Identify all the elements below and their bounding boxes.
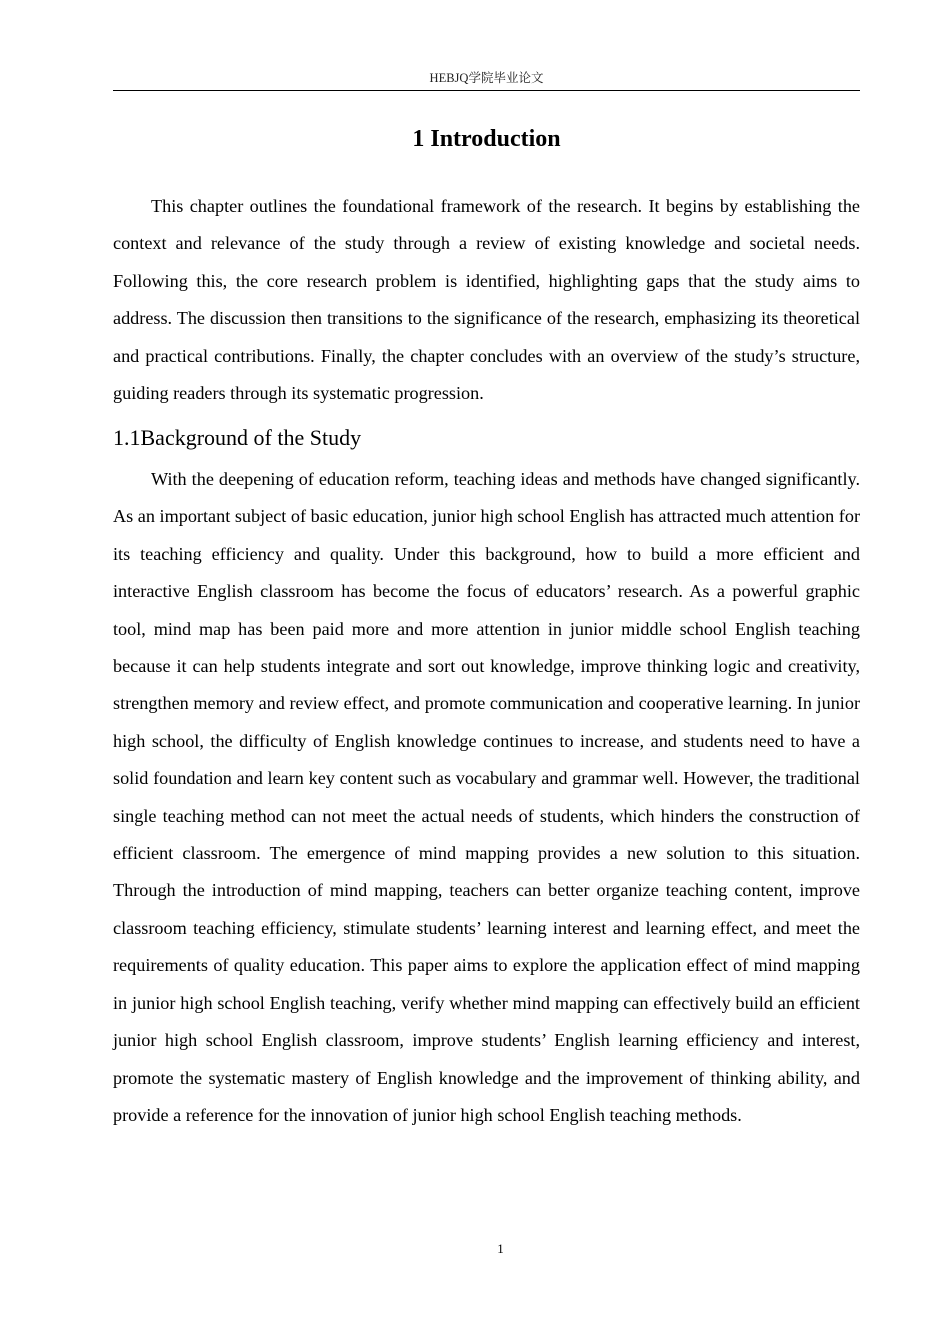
page-header xyxy=(113,68,860,91)
chapter-intro-paragraph: This chapter outlines the foundational framework of the research. It begins by establishing the context and relevance of the study through a review of existing knowledge and societal needs. Following this, the core research problem is identified, highlighting gaps that the study aims to address. The discussion then transitions to the significance of the research, emphasizing its theoretical and practical contributions. Finally, the chapter concludes with an overview of the study’s structure, guiding readers through its systematic progression. xyxy=(113,196,860,404)
chapter-title: 1 Introduction xyxy=(412,126,561,152)
background-paragraph: With the deepening of education reform, teaching ideas and methods have changed significantly. As an important subject of basic education, junior high school English has attracted much attention for its teaching efficiency and quality. Under this background, how to build a more efficient and interactive English classroom has become the focus of educators’ research. As a powerful graphic tool, mind map has been paid more and more attention in junior middle school English teaching because it can help students integrate and sort out knowledge, improve thinking logic and creativity, strengthen memory and review effect, and promote communication and cooperative learning. In junior high school, the difficulty of English knowledge continues to increase, and students need to have a solid foundation and learn key content such as vocabulary and grammar well. However, the traditional single teaching method can not meet the actual needs of students, which hinders the construction of efficient classroom. The emergence of mind mapping provides a new solution to this situation. Through the introduction of mind mapping, teachers can better organize teaching content, improve classroom teaching efficiency, stimulate students’ learning interest and learning effect, and meet the requirements of quality education. This paper aims to explore the application effect of mind mapping in junior high school English teaching, verify whether mind mapping can effectively build an efficient junior high school English classroom, improve students’ English learning efficiency and interest, promote the systematic mastery of English knowledge and the improvement of thinking ability, and provide a reference for the innovation of junior high school English teaching methods. xyxy=(113,469,860,1125)
section-heading-background: 1.1Background of the Study xyxy=(113,425,362,450)
running-title: HEBJQ学院毕业论文 xyxy=(429,71,544,85)
page-number: 1 xyxy=(497,1241,504,1256)
